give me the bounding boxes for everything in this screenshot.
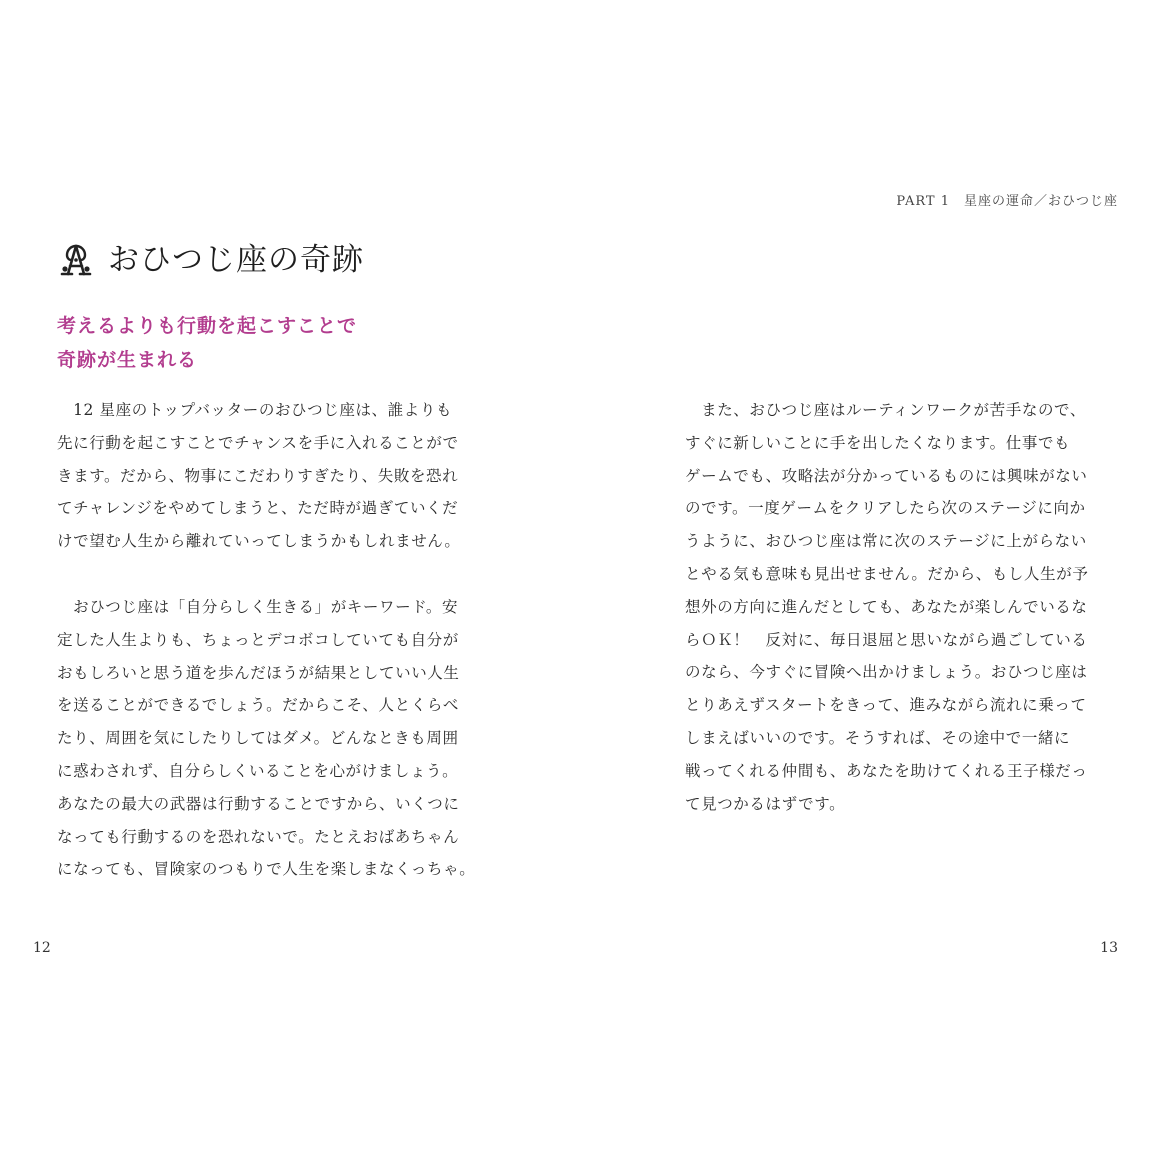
right-page — [575, 0, 1150, 1150]
subtitle-line: 考えるよりも行動を起こすことで — [57, 315, 358, 337]
body-paragraph — [57, 394, 460, 558]
text-line: きます。だから、物事にこだわりすぎたり、失敗を恐れ — [57, 466, 459, 485]
text-line: 想外の方向に進んだとしても、あなたが楽しんでいるな — [685, 597, 1088, 616]
text-line: とりあえずスタートをきって、進みながら流れに乗って — [685, 696, 1087, 715]
text-line: てチャレンジをやめてしまうと、ただ時が過ぎていくだ — [57, 499, 459, 518]
body-paragraph — [57, 591, 475, 886]
subtitle-line: 奇跡が生まれる — [57, 349, 198, 371]
aries-glyph-icon — [56, 240, 96, 280]
text-line: しまえばいいのです。そうすれば、その途中で一緒に — [685, 728, 1071, 747]
text-line: 12 星座のトップバッターのおひつじ座は、誰よりも — [57, 401, 453, 419]
text-line: おもしろいと思う道を歩んだほうが結果としていい人生 — [57, 663, 460, 682]
text-line: たり、周囲を気にしたりしてはダメ。どんなときも周囲 — [57, 729, 459, 748]
text-line: うように、おひつじ座は常に次のステージに上がらない — [685, 532, 1087, 551]
text-line: になっても、冒険家のつもりで人生を楽しまなくっちゃ。 — [57, 860, 476, 879]
text-line: のなら、今すぐに冒険へ出かけましょう。おひつじ座は — [685, 663, 1088, 682]
text-line: あなたの最大の武器は行動することですから、いくつに — [57, 794, 460, 813]
text-line: のです。一度ゲームをクリアしたら次のステージに向か — [685, 499, 1086, 518]
text-line: 戦ってくれる仲間も、あなたを助けてくれる王子様だっ — [685, 761, 1088, 780]
text-line: らＯＫ！ 反対に、毎日退屈と思いながら過ごしている — [685, 630, 1088, 649]
text-line: おひつじ座は「自分らしく生きる」がキーワード。安 — [57, 598, 459, 616]
body-paragraph — [685, 394, 1088, 820]
chapter-title: おひつじ座の奇跡 — [108, 241, 364, 278]
text-line: 定した人生よりも、ちょっとデコボコしていても自分が — [57, 630, 459, 649]
text-line: すぐに新しいことに手を出したくなります。仕事でも — [685, 433, 1071, 452]
text-line: とやる気も意味も見出せません。だから、もし人生が予 — [685, 564, 1089, 583]
page-number-right: 13 — [1100, 940, 1118, 956]
text-line: また、おひつじ座はルーティンワークが苦手なので、 — [685, 401, 1086, 419]
chapter-subtitle — [57, 309, 357, 377]
page-number-left: 12 — [33, 940, 51, 956]
text-line: ゲームでも、攻略法が分かっているものには興味がない — [685, 466, 1088, 485]
text-line: 先に行動を起こすことでチャンスを手に入れることがで — [57, 433, 459, 452]
text-line: に惑わされず、自分らしくいることを心がけましょう。 — [57, 761, 459, 780]
text-line: を送ることができるでしょう。だからこそ、人とくらべ — [57, 696, 460, 715]
text-line: て見つかるはずです。 — [685, 794, 846, 813]
running-head: PART 1 星座の運命／おひつじ座 — [896, 194, 1118, 209]
chapter-title-row — [56, 240, 364, 280]
text-line: けで望む人生から離れていってしまうかもしれません。 — [57, 532, 461, 551]
text-line: なっても行動するのを恐れないで。たとえおばあちゃん — [57, 827, 460, 846]
